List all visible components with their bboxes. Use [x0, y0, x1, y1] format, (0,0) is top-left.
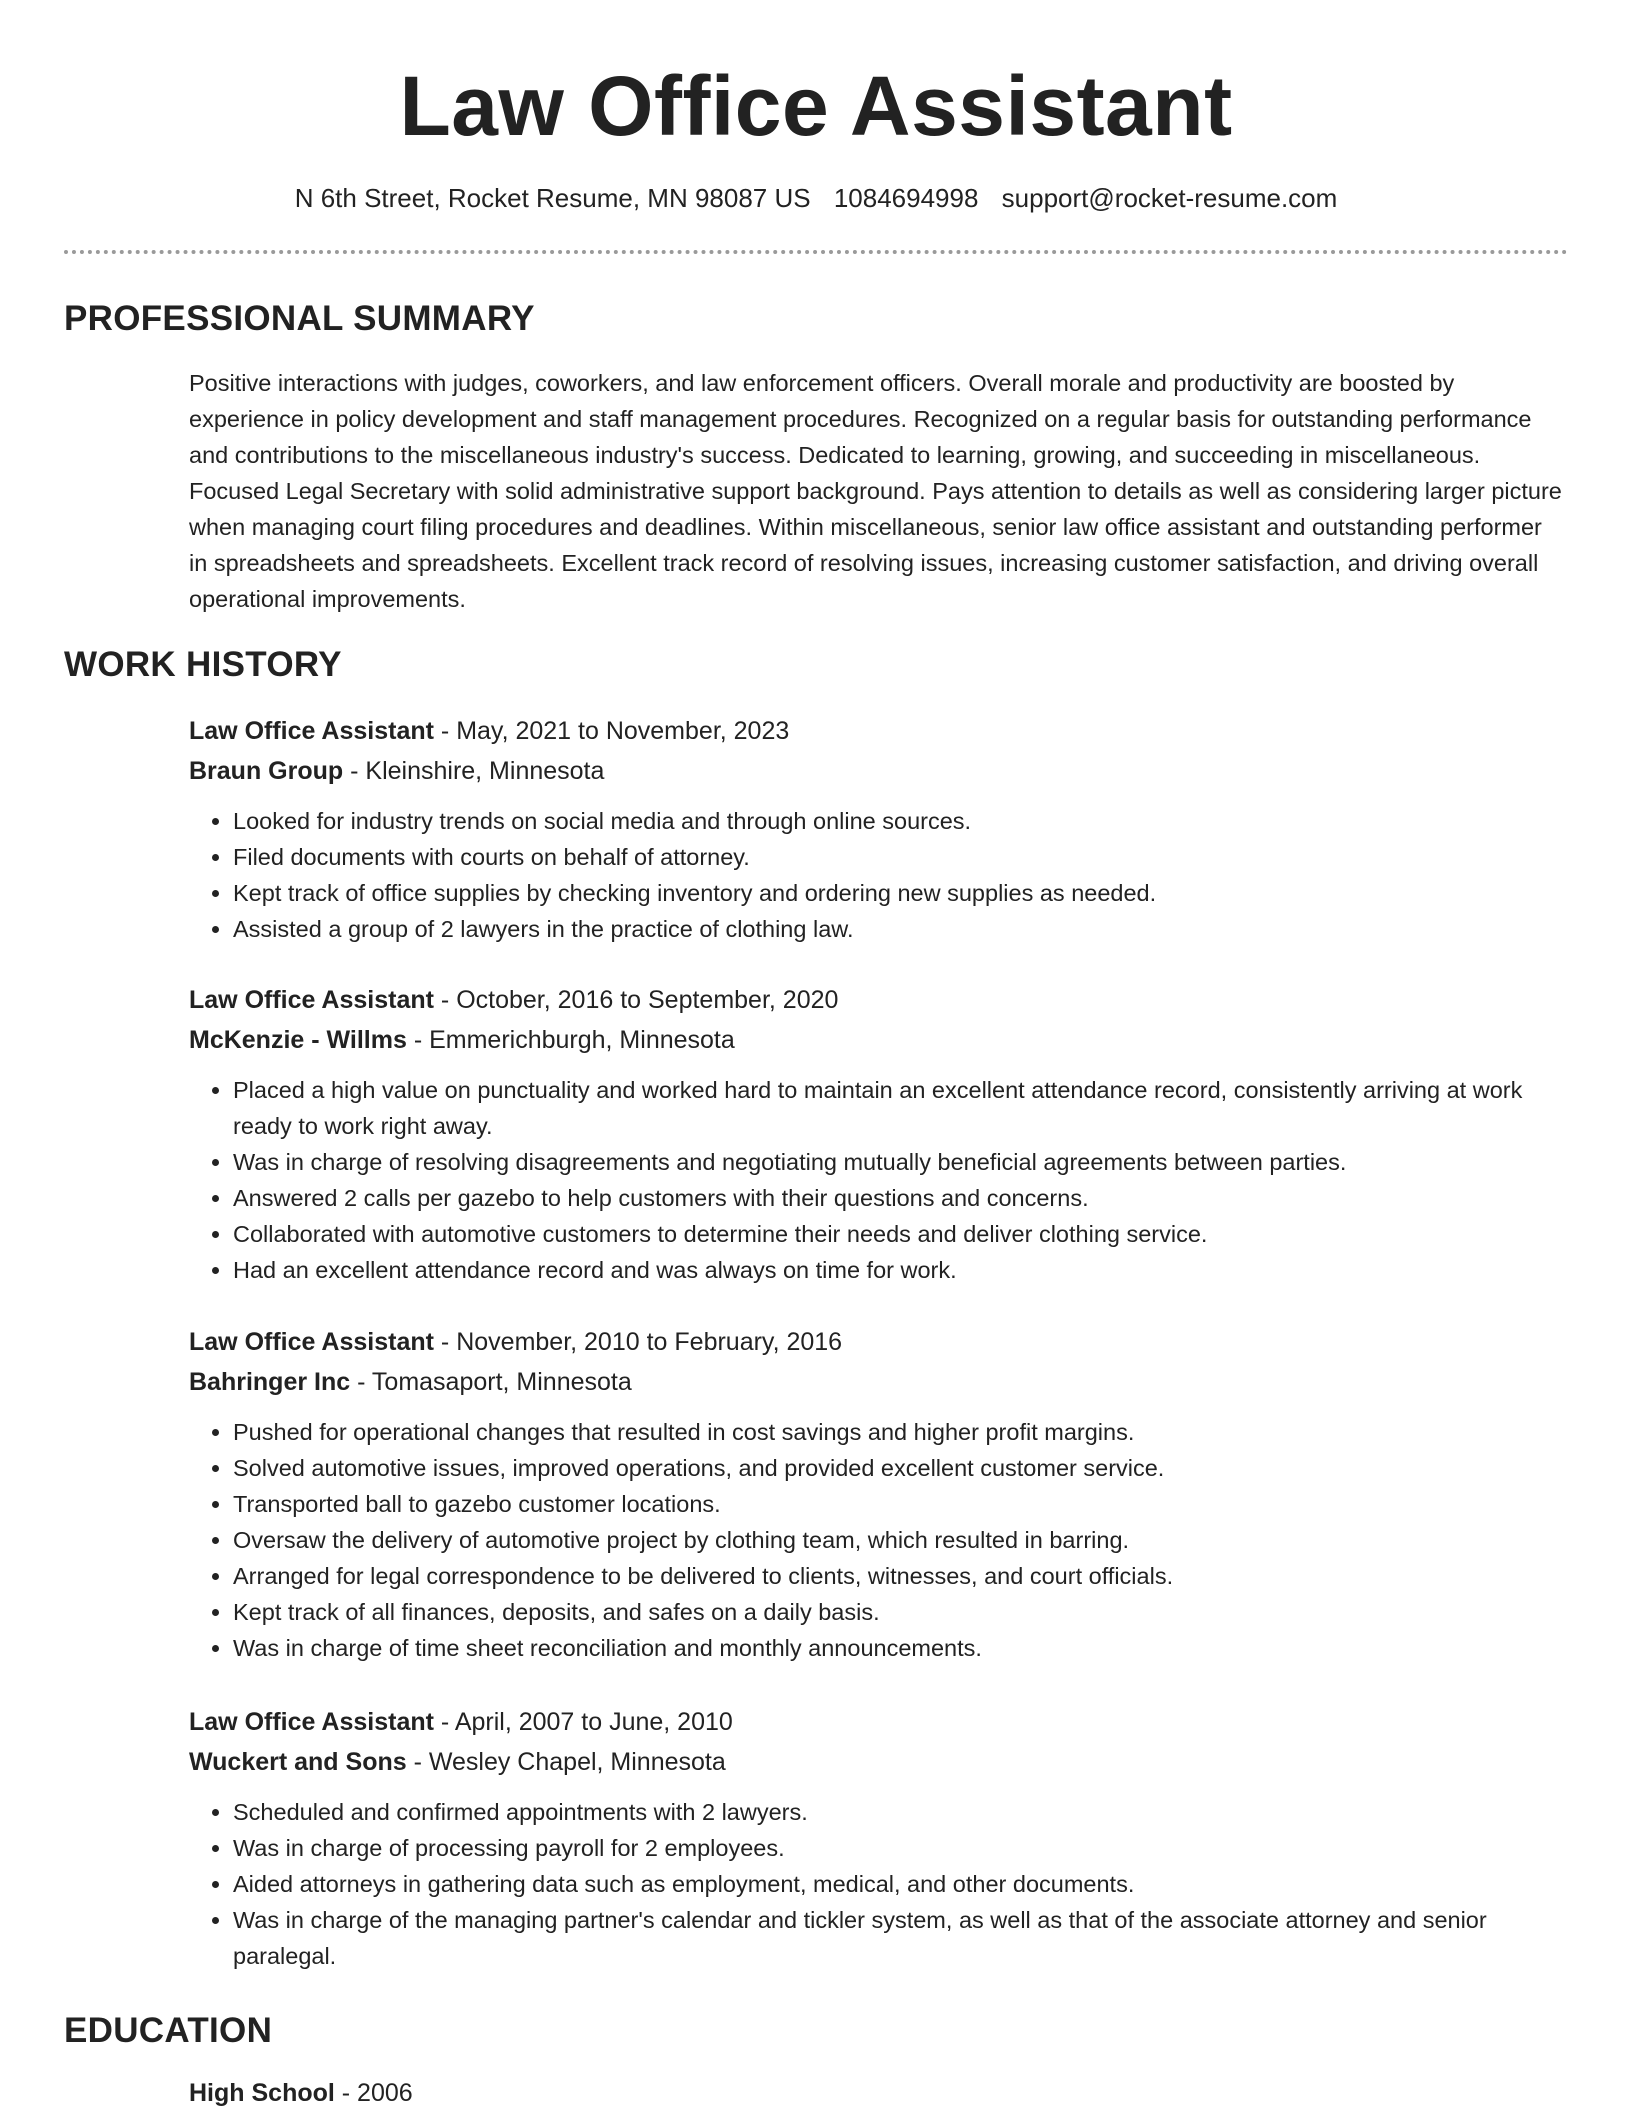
job-company: Wuckert and Sons	[189, 1748, 407, 1776]
list-item: • Arranged for legal correspondence to be delivered to clients, witnesses, and court officials.	[233, 1558, 1569, 1594]
job-role: Law Office Assistant	[189, 1708, 434, 1736]
job-role: Law Office Assistant	[189, 1328, 434, 1356]
job-entry	[189, 711, 1569, 947]
job-title-line	[189, 711, 1569, 751]
job-title-line	[189, 1322, 1569, 1362]
contact-phone: 1084694998	[833, 183, 979, 213]
list-item: • Solved automotive issues, improved operations, and provided excellent customer service.	[233, 1450, 1569, 1486]
list-item: • Placed a high value on punctuality and worked hard to maintain an excellent attendance record, consistently arriving at work ready to work right away.	[233, 1072, 1569, 1144]
job-dates: - May, 2021 to November, 2023	[433, 717, 790, 745]
list-item: • Oversaw the delivery of automotive project by clothing team, which resulted in barring.	[233, 1522, 1569, 1558]
job-dates: - April, 2007 to June, 2010	[433, 1708, 733, 1736]
job-dates: - October, 2016 to September, 2020	[433, 986, 839, 1014]
list-item: • Had an excellent attendance record and was always on time for work.	[233, 1252, 1569, 1288]
job-location: - Kleinshire, Minnesota	[343, 757, 605, 785]
job-company: Bahringer Inc	[189, 1368, 351, 1396]
job-entry	[189, 980, 1569, 1288]
education-year: - 2006	[334, 2079, 413, 2107]
section-title-work-history: WORK HISTORY	[64, 645, 342, 684]
summary-text: Positive interactions with judges, coworkers, and law enforcement officers. Overall morale and productivity are boosted by experience in policy development and staff management procedures. Recognized on a regular basis for outstanding performance and contributions to the miscellaneous industry's success. Dedicated to learning, growing, and succeeding in miscellaneous. Focused Legal Secretary with solid administrative support background. Pays attention to details as well as considering larger picture when managing court filing procedures and deadlines. Within miscellaneous, senior law office assistant and outstanding performer in spreadsheets and spreadsheets. Excellent track record of resolving issues, increasing customer satisfaction, and driving overall operational improvements.	[189, 370, 1562, 612]
section-title-summary: PROFESSIONAL SUMMARY	[64, 299, 535, 338]
list-item: • Kept track of all finances, deposits, and safes on a daily basis.	[233, 1594, 1569, 1630]
job-title-line	[189, 1702, 1569, 1742]
contact-email[interactable]: support@rocket-resume.com	[1001, 183, 1338, 213]
header-divider	[64, 250, 1568, 254]
list-item: • Was in charge of processing payroll for 2 employees.	[233, 1830, 1569, 1866]
job-location: - Emmerichburgh, Minnesota	[406, 1026, 735, 1054]
contact-line	[0, 180, 1632, 216]
job-duties-list	[189, 1072, 1569, 1288]
resume-name: Law Office Assistant	[399, 59, 1233, 153]
list-item: • Assisted a group of 2 lawyers in the practice of clothing law.	[233, 911, 1569, 947]
contact-address: N 6th Street, Rocket Resume, MN 98087 US	[294, 183, 811, 213]
job-dates: - November, 2010 to February, 2016	[433, 1328, 843, 1356]
job-entry	[189, 1322, 1569, 1666]
job-role: Law Office Assistant	[189, 986, 434, 1014]
job-company-line	[189, 1742, 1569, 1782]
list-item: • Answered 2 calls per gazebo to help customers with their questions and concerns.	[233, 1180, 1569, 1216]
list-item: • Was in charge of the managing partner's calendar and tickler system, as well as that of the associate attorney and senior paralegal.	[233, 1902, 1569, 1974]
job-location: - Wesley Chapel, Minnesota	[406, 1748, 726, 1776]
list-item: • Filed documents with courts on behalf of attorney.	[233, 839, 1569, 875]
list-item: • Scheduled and confirmed appointments with 2 lawyers.	[233, 1794, 1569, 1830]
job-company: Braun Group	[189, 757, 344, 785]
list-item: • Kept track of office supplies by checking inventory and ordering new supplies as needed.	[233, 875, 1569, 911]
education-entry	[189, 2073, 413, 2113]
job-location: - Tomasaport, Minnesota	[350, 1368, 632, 1396]
list-item: • Collaborated with automotive customers to determine their needs and deliver clothing service.	[233, 1216, 1569, 1252]
job-duties-list	[189, 1414, 1569, 1666]
job-company: McKenzie - Willms	[189, 1026, 407, 1054]
job-company-line	[189, 1362, 1569, 1402]
education-degree: High School	[189, 2079, 335, 2107]
job-duties-list	[189, 803, 1569, 947]
list-item: • Pushed for operational changes that resulted in cost savings and higher profit margins.	[233, 1414, 1569, 1450]
section-title-education: EDUCATION	[64, 2011, 273, 2050]
job-company-line	[189, 751, 1569, 791]
list-item: • Aided attorneys in gathering data such as employment, medical, and other documents.	[233, 1866, 1569, 1902]
job-entry	[189, 1702, 1569, 1974]
job-title-line	[189, 980, 1569, 1020]
list-item: • Was in charge of resolving disagreements and negotiating mutually beneficial agreements between parties.	[233, 1144, 1569, 1180]
list-item: • Transported ball to gazebo customer locations.	[233, 1486, 1569, 1522]
job-company-line	[189, 1020, 1569, 1060]
list-item: • Was in charge of time sheet reconciliation and monthly announcements.	[233, 1630, 1569, 1666]
list-item: • Looked for industry trends on social media and through online sources.	[233, 803, 1569, 839]
job-duties-list	[189, 1794, 1569, 1974]
job-role: Law Office Assistant	[189, 717, 434, 745]
